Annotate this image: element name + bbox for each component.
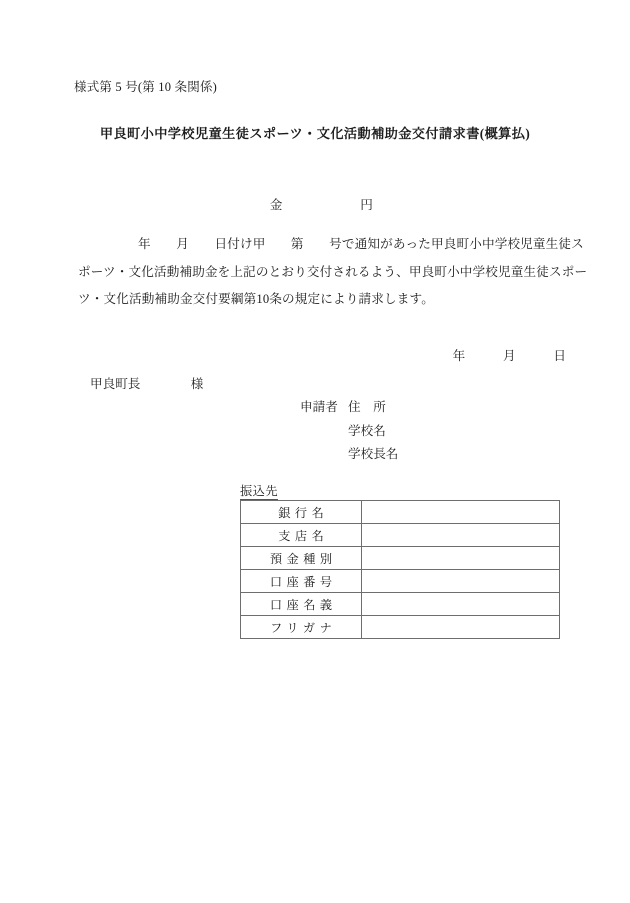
bank-label-furigana: フリガナ (241, 616, 362, 639)
bank-label-branch-name: 支店名 (241, 524, 362, 547)
applicant-block (300, 396, 398, 467)
applicant-field-school: 学校名 (348, 423, 386, 438)
bank-value-account-number[interactable] (362, 570, 560, 593)
request-date[interactable]: 年 月 日 (452, 349, 566, 363)
amount-line (0, 179, 630, 228)
applicant-row-school (300, 420, 398, 444)
bank-value-account-type[interactable] (362, 547, 560, 570)
applicant-row-address (300, 396, 398, 420)
bank-value-bank-name[interactable] (362, 501, 560, 524)
bank-value-account-holder[interactable] (362, 593, 560, 616)
amount-prefix: 金 (269, 198, 283, 212)
bank-section-caption: 振込先 (240, 484, 279, 498)
table-row (241, 593, 560, 616)
bank-value-branch-name[interactable] (362, 524, 560, 547)
bank-label-bank-name: 銀行名 (241, 501, 362, 524)
body-line-2: ポーツ・文化活動補助金を上記のとおり交付されるよう、甲良町小中学校児童生徒スポー (78, 264, 588, 279)
amount-suffix: 円 (360, 198, 373, 212)
applicant-label: 申請者 (300, 400, 338, 414)
bank-label-account-type: 預金種別 (241, 547, 362, 570)
applicant-field-principal: 学校長名 (348, 447, 399, 461)
table-row (241, 616, 560, 639)
body-paragraph (78, 231, 588, 314)
form-number: 様式第 5 号(第 10 条関係) (74, 80, 217, 94)
addressee: 甲良町長 様 (90, 377, 204, 391)
applicant-row-principal (300, 443, 398, 467)
table-row (241, 570, 560, 593)
table-row (241, 501, 560, 524)
table-row (241, 547, 560, 570)
table-row (241, 524, 560, 547)
bank-details-table (240, 500, 560, 639)
body-line-1: 年 月 日付け甲 第 号で通知があった甲良町小中学校児童生徒ス (138, 237, 584, 251)
bank-value-furigana[interactable] (362, 616, 560, 639)
document-title: 甲良町小中学校児童生徒スポーツ・文化活動補助金交付請求書(概算払) (99, 126, 531, 141)
applicant-field-address: 住 所 (348, 400, 386, 414)
bank-label-account-holder: 口座名義 (241, 593, 362, 616)
body-line-3: ツ・文化活動補助金交付要綱第10条の規定により請求します。 (78, 292, 434, 306)
bank-label-account-number: 口座番号 (241, 570, 362, 593)
